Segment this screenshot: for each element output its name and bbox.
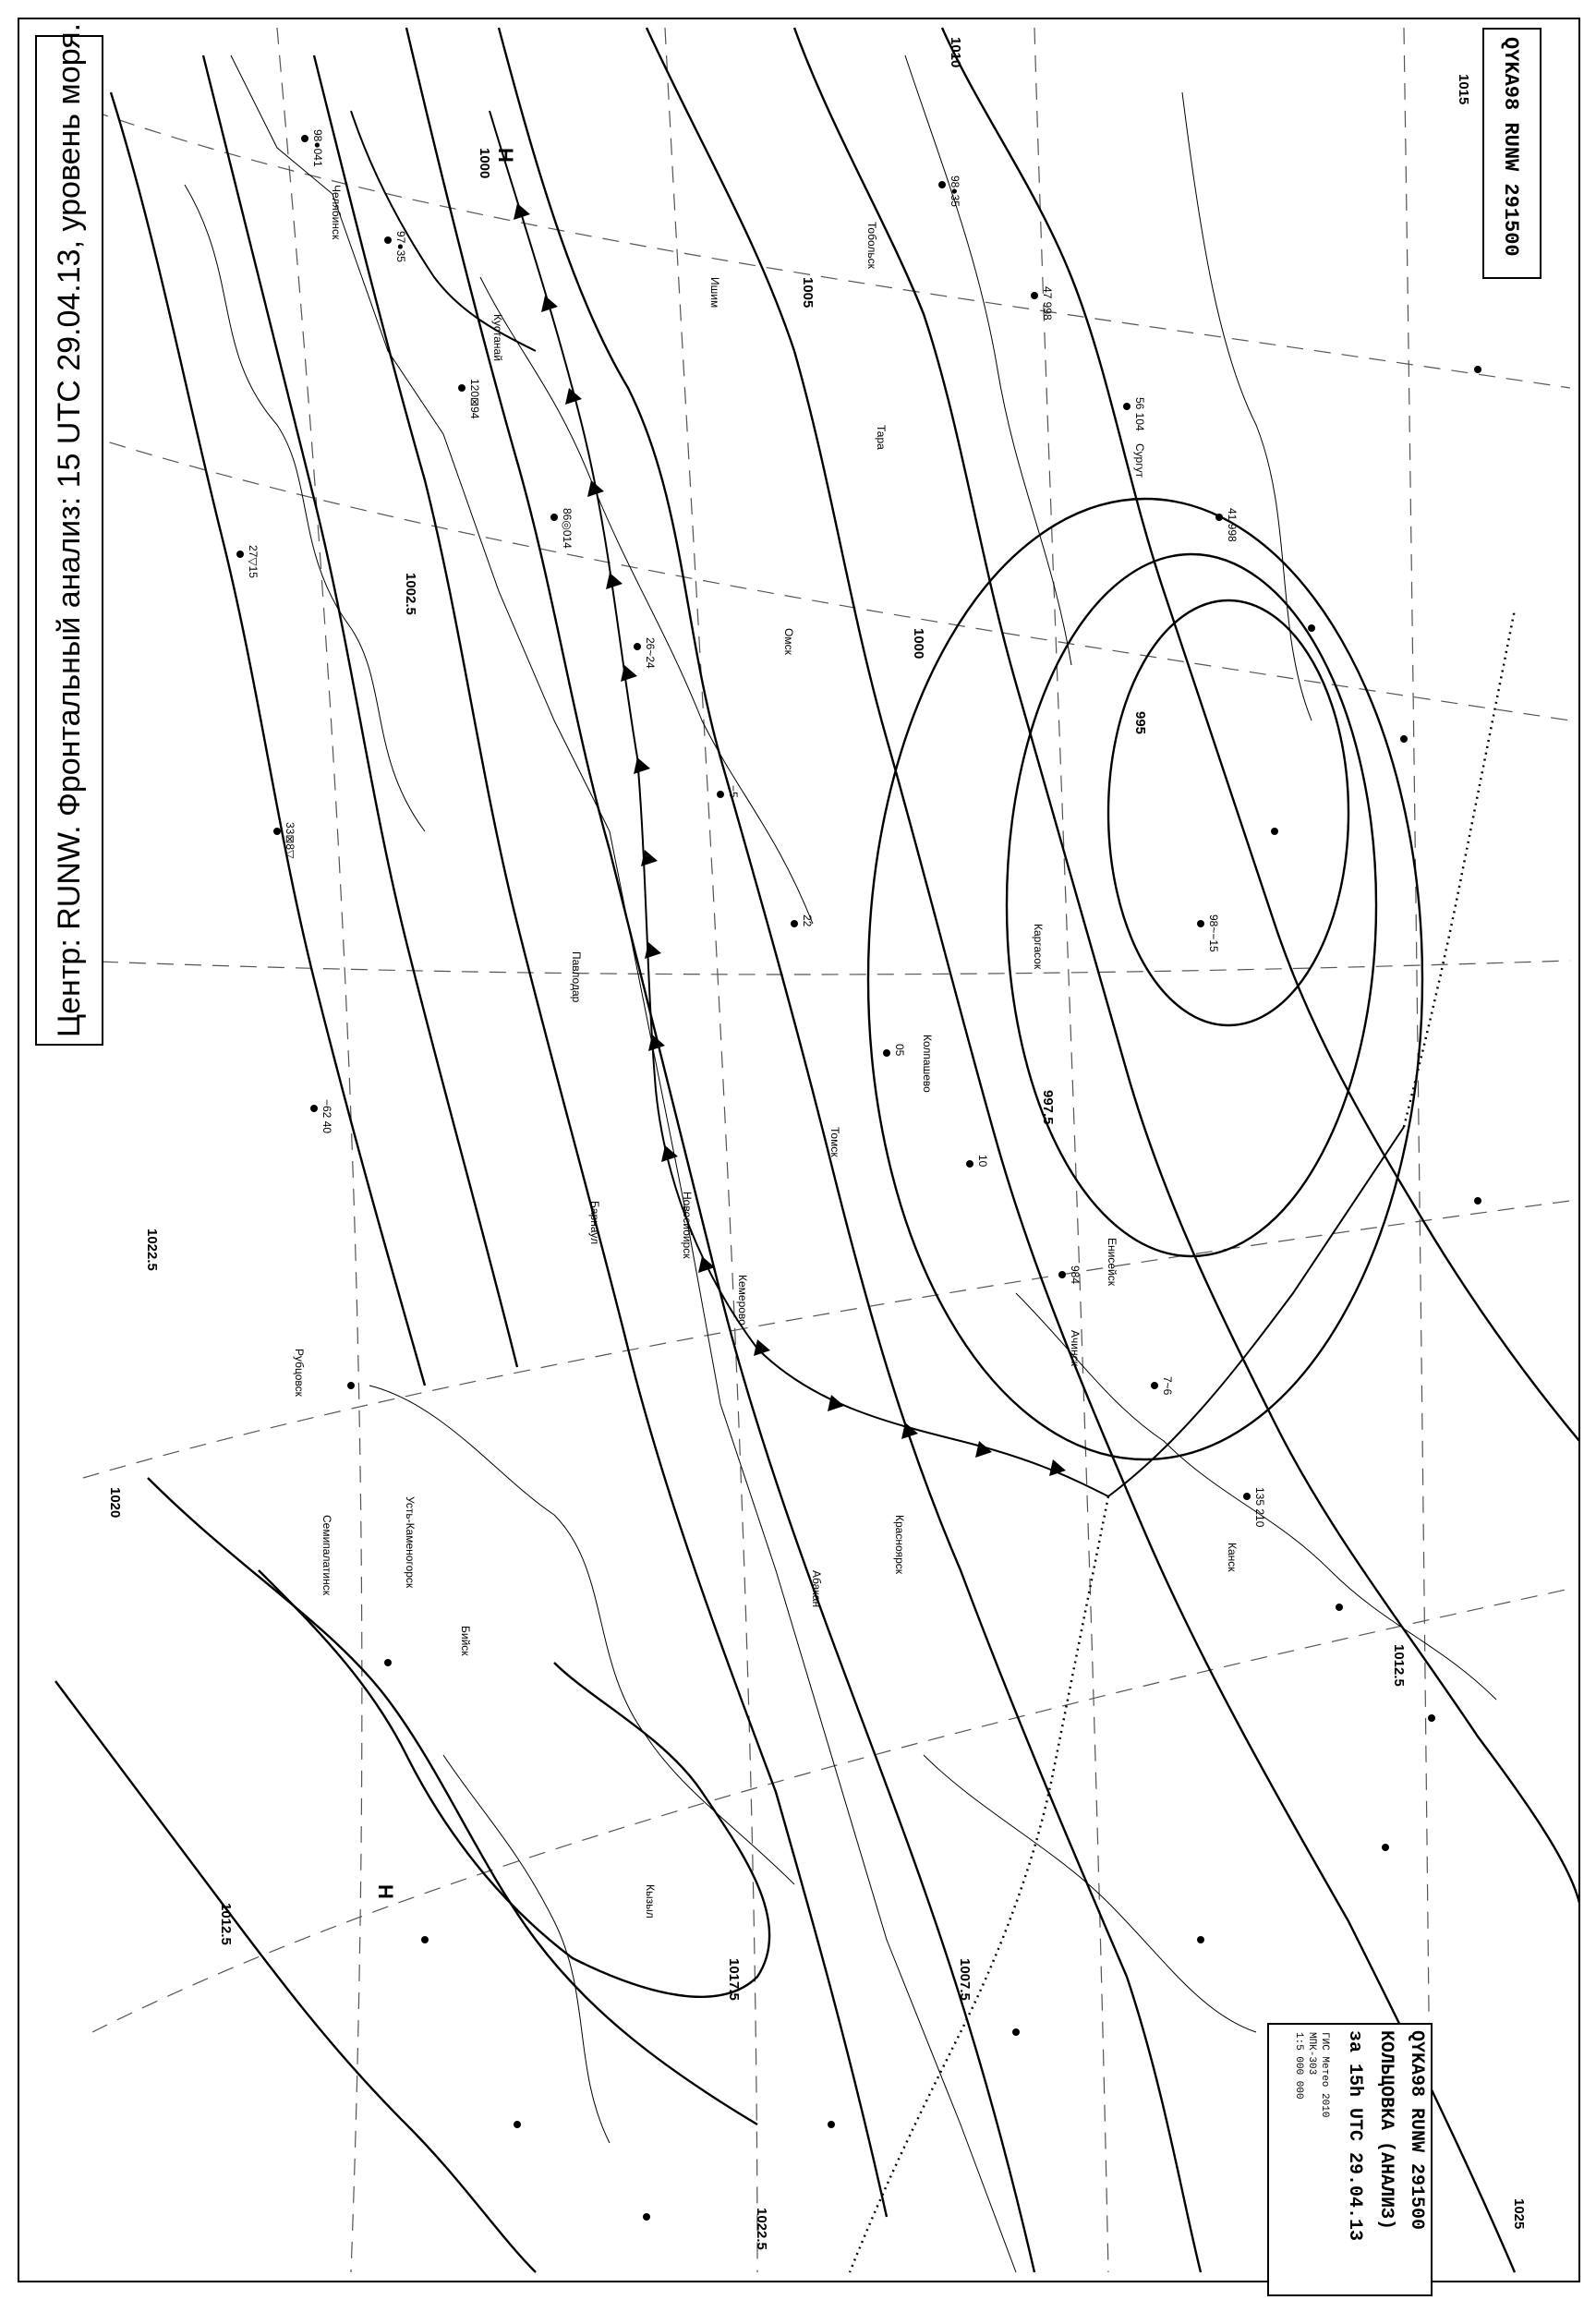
place-name: Каргасок [1032,924,1045,970]
place-name: Тобольск [865,222,878,269]
isobar-label: 1002.5 [403,573,418,615]
station-plots [236,129,1481,2221]
place-name: Абакан [810,1570,823,1608]
place-name: Енисейск [1106,1238,1118,1286]
station-value: 27▽15 [247,545,260,578]
place-name: Колпашево [921,1035,934,1093]
place-name: Рубцовск [293,1349,306,1397]
low-pressure-center: Н [374,1884,397,1899]
place-name: Томск [828,1127,841,1157]
pressure-centers [374,148,517,1899]
isobar-label: 1022.5 [144,1229,160,1271]
map-title: Центр: RUNW. Фронтальный анализ: 15 UTC 29.04.13, уровень моря. [52,22,87,1037]
isobar-label: 1012.5 [1391,1644,1407,1687]
place-name: Омск [782,628,795,655]
isobar-label: 1012.5 [218,1903,234,1945]
station-value: 33⊠8▽ [284,822,296,859]
station-value: 56 104 [1133,397,1146,431]
station-value: 984 [1069,1265,1082,1285]
isobar-label: 1022.5 [754,2208,769,2250]
station-value: 135 210 [1253,1487,1266,1528]
isobars [55,28,1579,2272]
station-value: 26~24 [644,637,657,669]
station-value: 7~6 [1161,1376,1174,1396]
isobar-label: 1005 [800,277,816,309]
place-name: Семипалатинск [320,1515,333,1595]
station-value: 98~−15 [1207,914,1220,952]
isobar-label: 1025 [1511,2198,1527,2230]
stamp-code: QYKA98 RUNW 291500 [1406,2030,1427,2231]
station-value: 10 [976,1155,989,1168]
isobar-label: 1007.5 [957,1958,973,2001]
place-name: Тара [875,425,888,450]
place-name: Бийск [459,1626,472,1656]
isobar-label: 1000 [477,148,492,179]
place-name: Барнаул [588,1201,601,1245]
isobar-label: 1017.5 [726,1958,742,2001]
isobar-label: 1020 [107,1487,123,1519]
station-value: 98●35 [949,176,961,207]
place-name: Кызыл [644,1884,657,1919]
station-value: 120⊠94 [468,379,481,419]
station-value: 47 998 [1041,286,1054,321]
header-code: QYKA98 RUNW 291500 [1499,37,1522,257]
place-name: Канск [1226,1543,1239,1572]
station-value: 41 998 [1226,508,1239,542]
place-name: Челябинск [330,185,343,240]
place-name: Усть-Каменогорск [404,1496,417,1589]
station-value: 97●35 [394,231,407,262]
place-name: Кустанай [491,314,504,361]
station-value: −62 40 [320,1099,333,1134]
station-value: 98●041 [311,129,324,167]
isobar-label: 995 [1132,711,1148,735]
borders-and-rivers [185,55,1496,2272]
isobar-labels [107,37,1527,2250]
place-name: Павлодар [570,951,583,1003]
isobar-label: 997.5 [1040,1090,1056,1125]
place-name: Ишим [708,277,721,309]
station-value: 86◎014 [561,508,574,549]
low-pressure-center: Н [494,148,517,163]
stamp-software: ГИС Метео 2010 [1319,2032,1330,2118]
stamp-scale: 1:5 000 000 [1293,2032,1304,2100]
station-value: −5 [727,785,740,798]
station-value: 05 [893,1044,906,1057]
stamp-station: КОЛЬЦОВКА (АНАЛИЗ) [1375,2030,1396,2231]
station-value: 22 [801,914,814,927]
stamp-model: МПК-303 [1306,2032,1317,2076]
isobar-label: 1000 [911,628,926,660]
isobar-label: 1015 [1456,74,1471,105]
stamp-time: за 15h UTC 29.04.13 [1344,2030,1365,2242]
place-name: Новосибирск [681,1192,694,1259]
coordinate-grid [74,28,1570,2272]
place-name: Ачинск [1069,1330,1082,1366]
isobar-label: 1010 [948,37,963,68]
place-name: Красноярск [893,1515,906,1575]
place-name: Сургут [1133,443,1146,478]
fronts [351,111,1515,2272]
place-name: Кемерово [736,1275,749,1326]
